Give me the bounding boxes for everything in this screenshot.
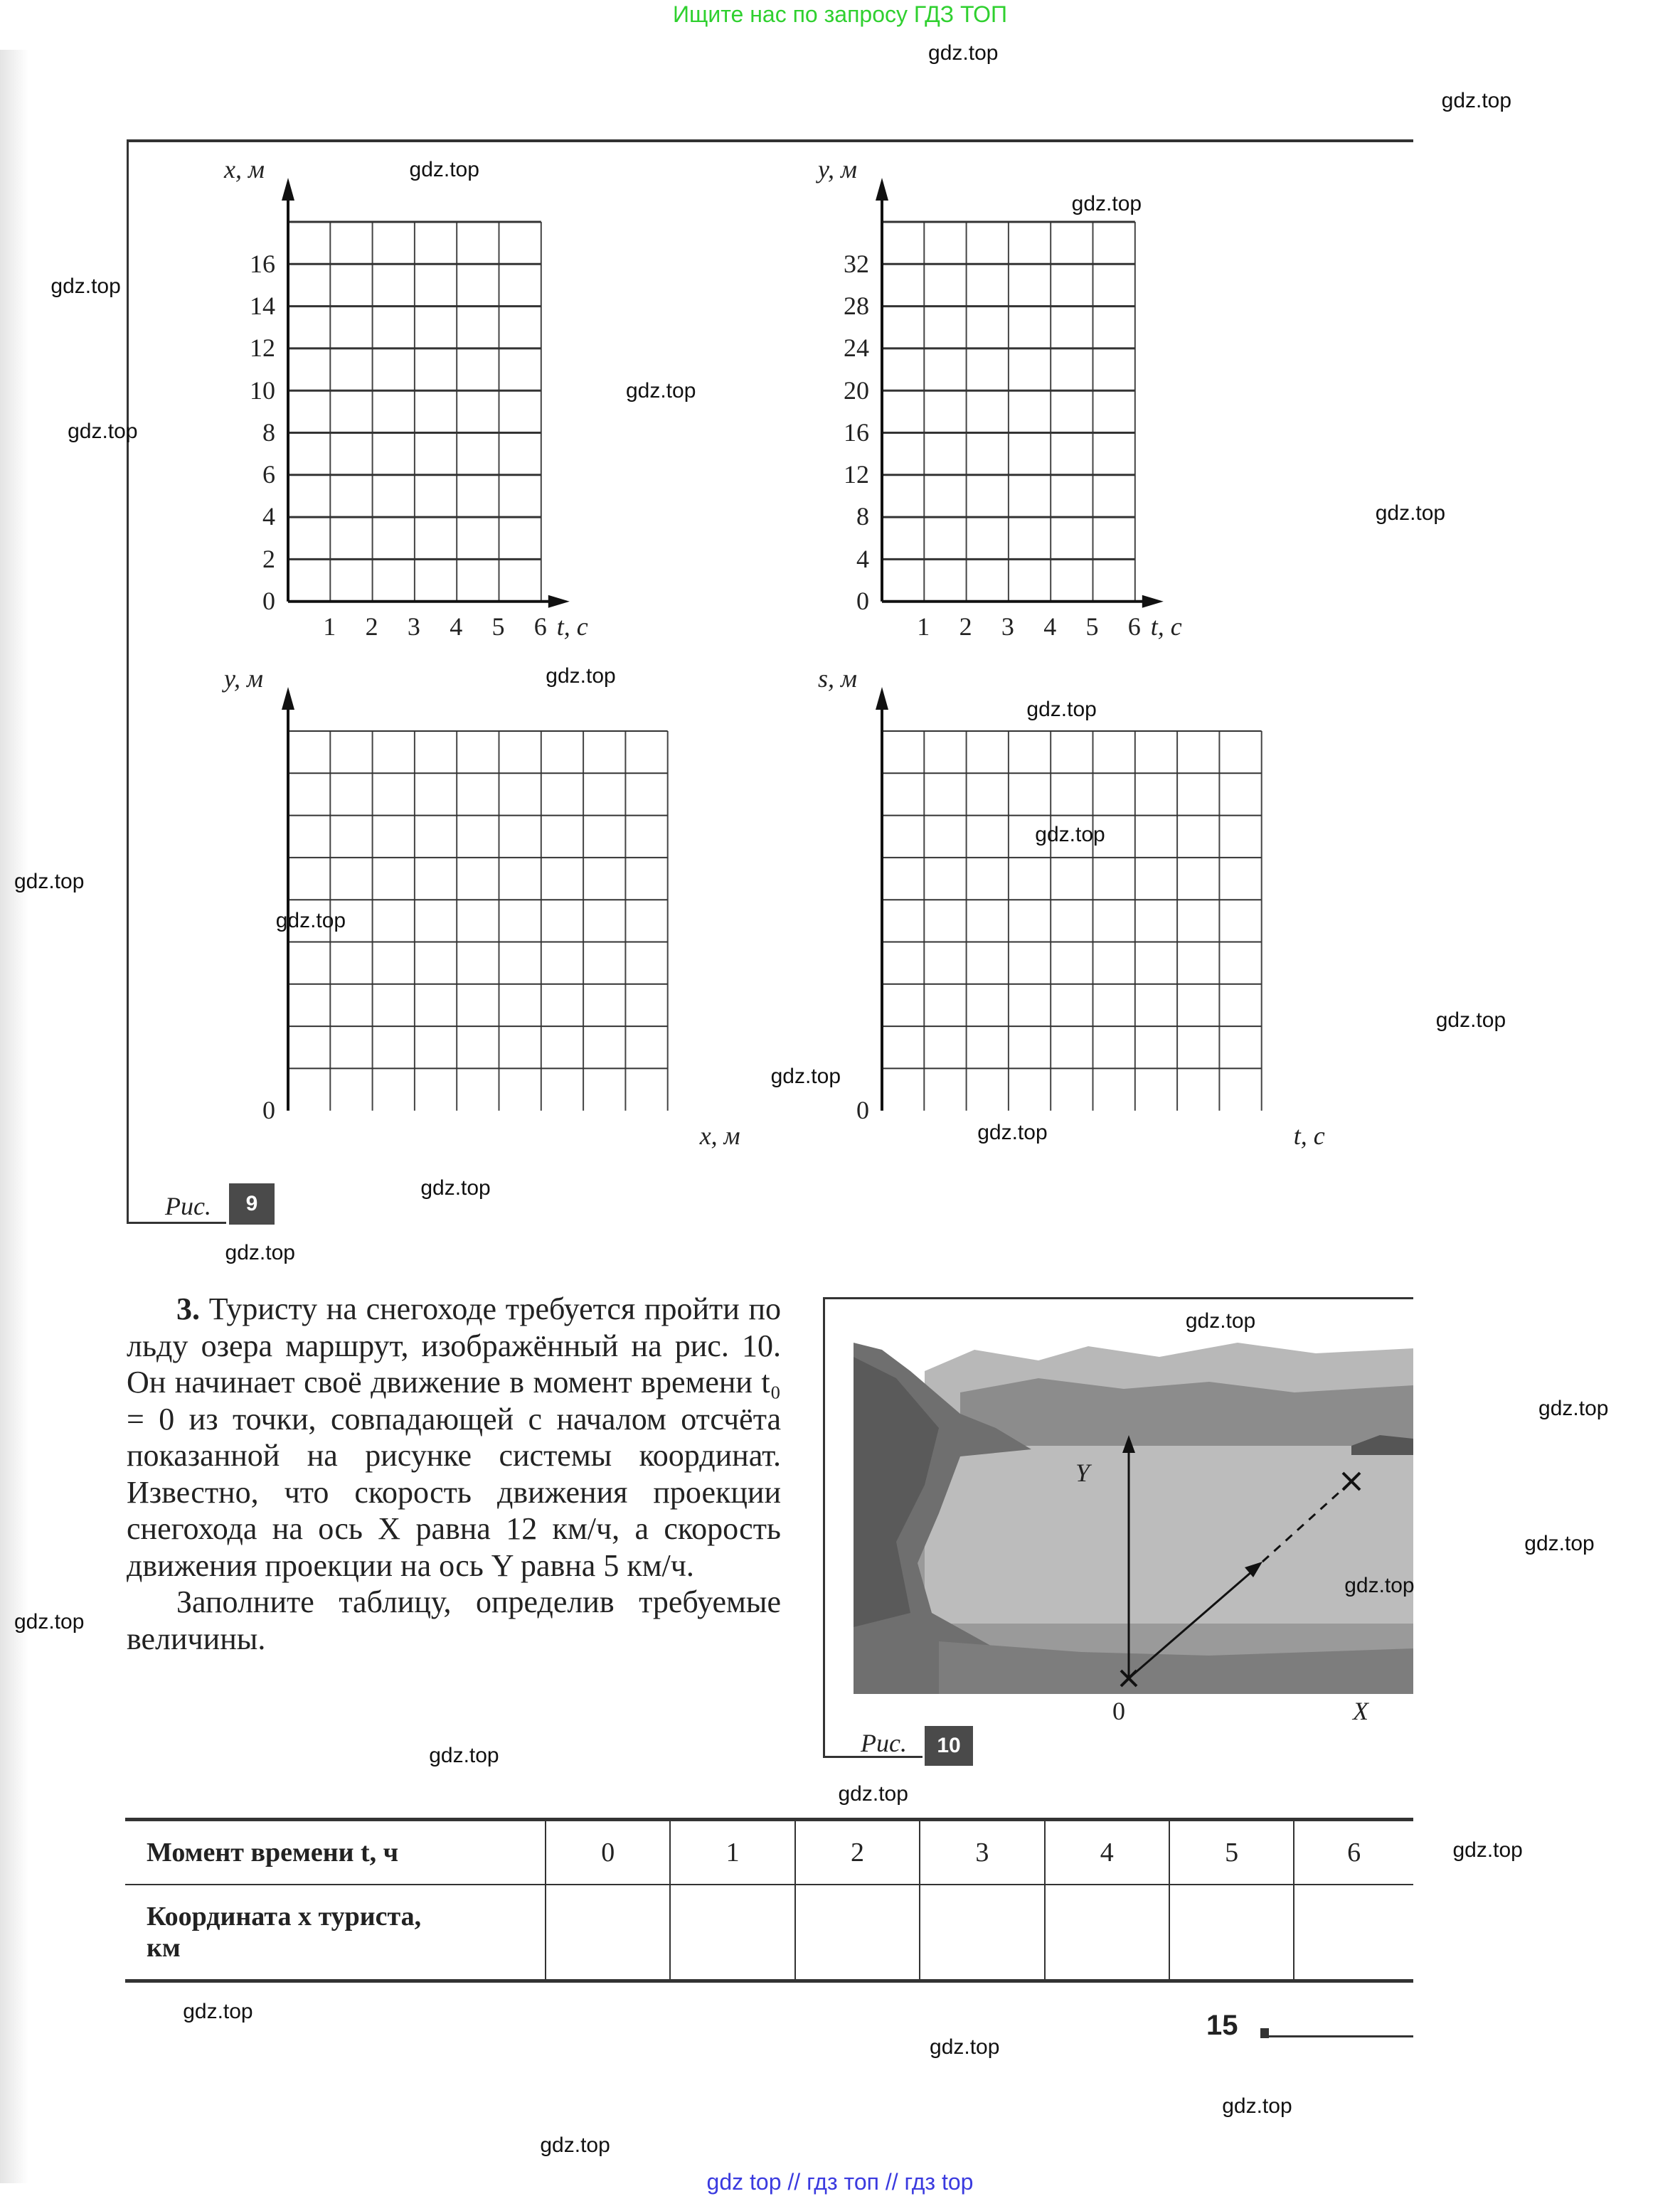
fig9-caption: Рис. [165, 1192, 211, 1220]
watermark-link[interactable]: gdz.top [625, 378, 696, 403]
watermark-link[interactable]: gdz.top [977, 1121, 1048, 1145]
fig9-frame-left [127, 141, 129, 1223]
y-tick-label: 16 [250, 249, 275, 278]
y-tick-label: 6 [262, 460, 275, 489]
task-instruction: Заполните таблицу, определив требуемые величины. [127, 1584, 781, 1656]
x-tick-label: 5 [491, 612, 505, 641]
x-tick-label: 1 [917, 612, 930, 641]
watermark-link[interactable]: gdz.top [770, 1065, 841, 1089]
fig10-axis-x-label: X [1353, 1697, 1368, 1725]
page-number-rule [1269, 2035, 1413, 2037]
fig9-frame-bottom [127, 1222, 226, 1224]
watermark-link[interactable]: gdz.top [225, 1240, 295, 1264]
x-tick-label: 6 [533, 612, 547, 641]
x-axis-arrow [1142, 595, 1164, 608]
x-tick-label: 1 [323, 612, 336, 641]
watermark-link[interactable]: gdz.top [1375, 501, 1446, 525]
x-tick-label: 4 [450, 612, 463, 641]
y-tick-label: 8 [856, 502, 869, 531]
y-tick-label: 8 [262, 417, 275, 447]
y-tick-label: 16 [844, 417, 869, 447]
time-cell: 1 [670, 1820, 794, 1885]
fig10-number: 10 [925, 1726, 973, 1766]
x-axis-label: t, с [1293, 1121, 1325, 1150]
x-tick-label: 2 [959, 612, 972, 641]
y-tick-label: 4 [856, 544, 869, 573]
watermark-link[interactable]: gdz.top [928, 41, 999, 65]
x-axis-label: t, с [556, 612, 588, 641]
y-tick-label: 2 [262, 544, 275, 573]
graph-grid [875, 681, 1340, 1146]
time-cell: 0 [546, 1820, 670, 1885]
watermark-link[interactable]: gdz.top [838, 1781, 908, 1806]
watermark-link[interactable]: gdz.top [1026, 698, 1097, 722]
coordinate-cell[interactable] [1294, 1885, 1413, 1981]
time-cell: 5 [1169, 1820, 1294, 1885]
y-tick-label: 0 [856, 587, 869, 615]
graph-grid [281, 681, 746, 1146]
watermark-link[interactable]: gdz.top [1071, 191, 1142, 215]
y-axis-arrow [282, 178, 294, 201]
y-axis-label: y, м [224, 664, 263, 693]
coordinate-table [125, 1818, 1413, 1983]
y-axis-label: y, м [818, 155, 857, 184]
fig10-axis-y-label: Y [1075, 1459, 1090, 1487]
fig10-landscape [854, 1328, 1413, 1694]
page-shadow [0, 50, 28, 2183]
page-number-marker [1260, 2028, 1269, 2038]
coordinate-cell[interactable] [670, 1885, 794, 1981]
coordinate-cell[interactable] [1169, 1885, 1294, 1981]
y-axis-arrow [876, 687, 888, 710]
time-cell: 2 [795, 1820, 920, 1885]
watermark-link[interactable]: gdz.top [14, 1610, 85, 1634]
coordinate-cell[interactable] [1045, 1885, 1169, 1981]
y-axis-label: s, м [818, 664, 857, 693]
watermark-link[interactable]: gdz.top [1538, 1396, 1609, 1420]
y-tick-label: 0 [262, 587, 275, 615]
time-cell: 3 [920, 1820, 1044, 1885]
y-tick-label: 0 [262, 1096, 275, 1124]
task-number: 3. [176, 1291, 200, 1326]
page-number: 15 [1206, 2010, 1238, 2041]
watermark-link[interactable]: gdz.top [429, 1744, 499, 1768]
watermark-link[interactable]: gdz.top [68, 419, 138, 443]
watermark-link[interactable]: gdz.top [1441, 89, 1512, 113]
x-tick-label: 3 [407, 612, 420, 641]
y-axis-arrow [282, 687, 294, 710]
graph-grid [281, 172, 620, 637]
table-row-time [125, 1820, 1413, 1885]
watermark-link[interactable]: gdz.top [183, 2000, 253, 2024]
y-tick-label: 12 [250, 334, 275, 363]
x-tick-label: 4 [1043, 612, 1057, 641]
task-text [127, 1291, 781, 1657]
watermark-link[interactable]: gdz.top [1524, 1531, 1595, 1555]
x-axis-arrow [548, 595, 570, 608]
watermark-link[interactable]: gdz.top [546, 664, 616, 688]
fig10-origin-label: 0 [1112, 1697, 1125, 1725]
coordinate-cell[interactable] [920, 1885, 1044, 1981]
x-tick-label: 3 [1001, 612, 1014, 641]
watermark-link[interactable]: gdz.top [409, 158, 479, 182]
y-tick-label: 14 [250, 291, 275, 320]
time-header: Момент времени t, ч [125, 1820, 546, 1885]
y-tick-label: 12 [844, 460, 869, 489]
watermark-link[interactable]: gdz.top [1435, 1008, 1506, 1033]
watermark-link[interactable]: gdz.top [275, 908, 346, 932]
graph-grid [875, 172, 1213, 637]
y-tick-label: 10 [250, 375, 275, 405]
fig10-frame-top [823, 1297, 1413, 1299]
x-tick-label: 5 [1085, 612, 1099, 641]
fig10-frame-left [823, 1297, 825, 1757]
y-axis-arrow [876, 178, 888, 201]
time-cell: 4 [1045, 1820, 1169, 1885]
y-tick-label: 32 [844, 249, 869, 278]
y-tick-label: 28 [844, 291, 869, 320]
coordinate-cell[interactable] [795, 1885, 920, 1981]
fig10-caption: Рис. [861, 1729, 907, 1757]
task-body: Туристу на снегоходе требуется пройти по льду озера маршрут, изображённый на рис. 10. Он начинает своё движение в момент времени t₀ = 0 из точки, совпадающей с началом отсчёта показанной на рисунке системы координат. Известно, что скорость движения проекции снегохода на ось X равна 12 км/ч, а скорость движения проекции на ось Y равна 5 км/ч. [127, 1291, 782, 1583]
watermark-link[interactable]: gdz.top [540, 2133, 610, 2157]
fig9-number: 9 [229, 1183, 275, 1225]
watermark-link[interactable]: gdz.top [930, 2035, 1000, 2059]
x-tick-label: 6 [1127, 612, 1141, 641]
watermark-link[interactable]: gdz.top [1035, 823, 1105, 847]
y-axis-label: x, м [224, 155, 265, 184]
x-axis-label: x, м [699, 1121, 740, 1150]
watermark-link[interactable]: gdz.top [1222, 2094, 1292, 2118]
y-tick-label: 24 [844, 334, 869, 363]
watermark-link[interactable]: gdz.top [1344, 1574, 1415, 1598]
y-tick-label: 4 [262, 502, 275, 531]
y-tick-label: 0 [856, 1096, 869, 1124]
coordinate-cell[interactable] [546, 1885, 670, 1981]
time-cell: 6 [1294, 1820, 1413, 1885]
bottom-banner[interactable]: gdz top // гдз топ // гдз top [706, 2169, 974, 2195]
watermark-link[interactable]: gdz.top [14, 869, 85, 893]
page-top-rule [127, 139, 1413, 142]
watermark-link[interactable]: gdz.top [50, 275, 121, 299]
coordinate-header: Координата x туриста, км [125, 1885, 546, 1981]
watermark-link[interactable]: gdz.top [1185, 1309, 1256, 1333]
watermark-link[interactable]: gdz.top [1452, 1838, 1523, 1862]
top-banner[interactable]: Ищите нас по запросу ГДЗ ТОП [673, 1, 1007, 27]
y-tick-label: 20 [844, 375, 869, 405]
watermark-link[interactable]: gdz.top [420, 1176, 491, 1200]
x-axis-label: t, с [1150, 612, 1182, 641]
table-row-coordinate [125, 1885, 1413, 1981]
x-tick-label: 2 [365, 612, 378, 641]
